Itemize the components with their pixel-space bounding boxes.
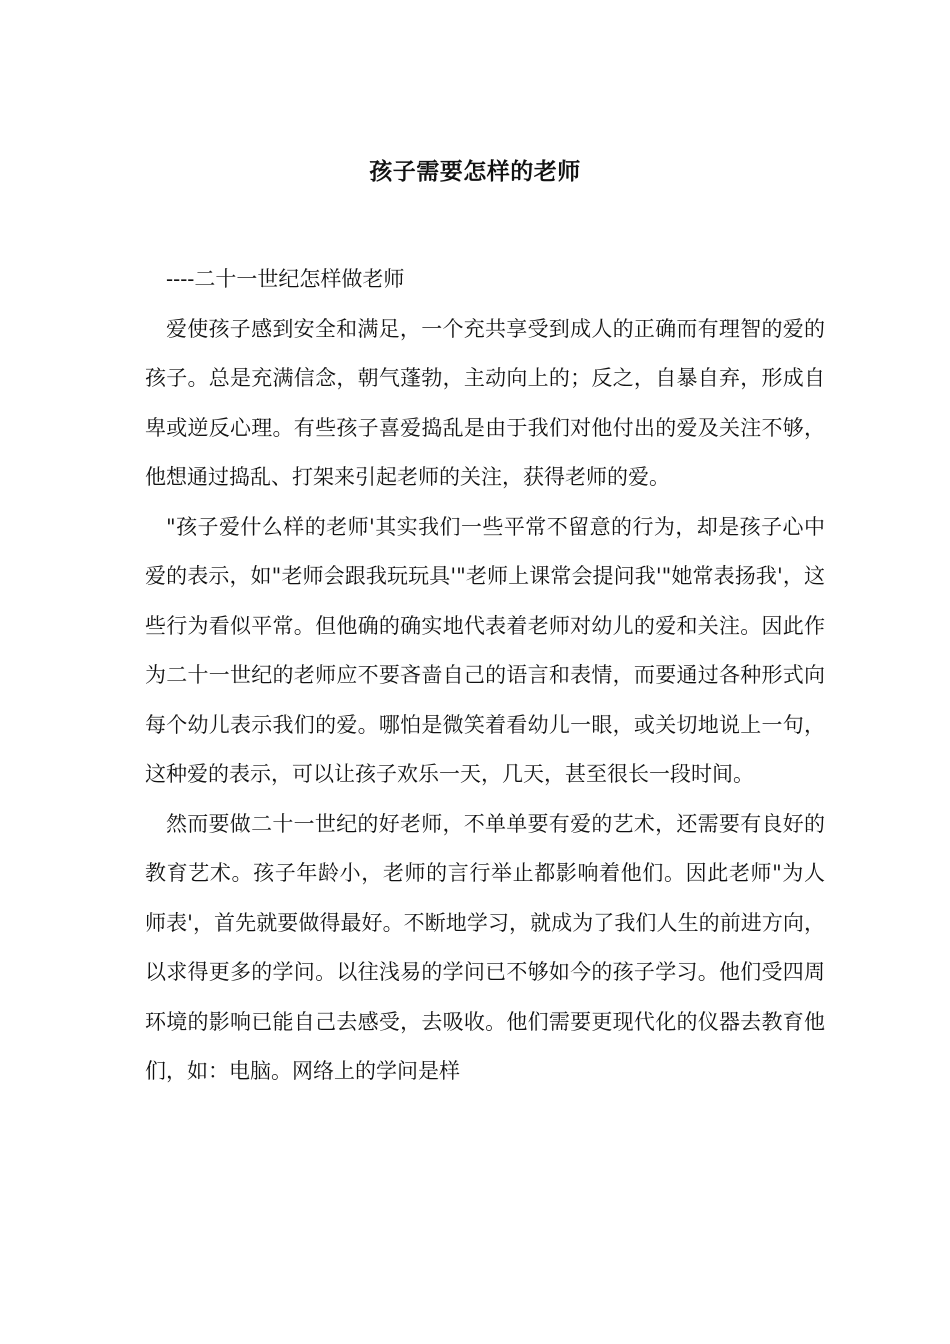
document-subtitle: ----二十一世纪怎样做老师 [166,267,405,291]
paragraph-3: 然而要做二十一世纪的好老师，不单单要有爱的艺术，还需要有良好的教育艺术。孩子年龄小，老师的言行举止都影响着他们。因此老师"为人师表'，首先就要做得最好。不断地学习，就成为了我们人生的前进方向，以求得更多的学问。以往浅易的学问已不够如今的孩子学习。他们受四周环境的影响已能自己去感受，去吸收。他们需要更现代化的仪器去教育他们，如：电脑。网络上的学问是样 [145,811,825,1083]
document-body [145,255,825,1097]
paragraph-2: "孩子爱什么样的老师'其实我们一些平常不留意的行为，却是孩子心中爱的表示，如"老师会跟我玩玩具'"老师上课常会提问我'"她常表扬我'，这些行为看似平常。但他确的确实地代表着老师对幼儿的爱和关注。因此作为二十一世纪的老师应不要吝啬自己的语言和表情，而要通过各种形式向每个幼儿表示我们的爱。哪怕是微笑着看幼儿一眼，或关切地说上一句，这种爱的表示，可以让孩子欢乐一天，几天，甚至很长一段时间。 [145,514,825,786]
paragraph-1: 爱使孩子感到安全和满足，一个充共享受到成人的正确而有理智的爱的孩子。总是充满信念，朝气蓬勃，主动向上的；反之，自暴自弃，形成自卑或逆反心理。有些孩子喜爱捣乱是由于我们对他付出的爱及关注不够，他想通过捣乱、打架来引起老师的关注，获得老师的爱。 [145,316,825,489]
document-title: 孩子需要怎样的老师 [369,158,581,185]
